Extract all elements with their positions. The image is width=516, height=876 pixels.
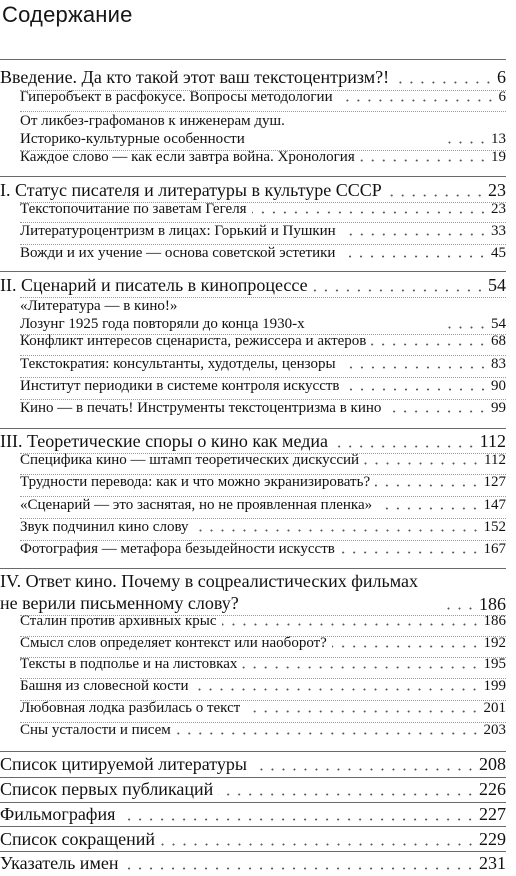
toc-entry-title: Смысл слов определяет контекст или наоборот?: [20, 635, 327, 651]
dot-leader: [313, 282, 485, 292]
dot-leader: [375, 477, 480, 487]
toc-entry-page: 226: [479, 779, 506, 799]
toc-entry-introduction[interactable]: [0, 67, 506, 88]
toc-entry[interactable]: [20, 245, 506, 262]
toc-entry[interactable]: [20, 378, 506, 395]
toc-entry[interactable]: [20, 474, 506, 491]
dot-leader: [445, 134, 488, 144]
toc-entry-title: [0, 571, 440, 614]
section-divider: [0, 59, 506, 60]
toc-entry-page: 90: [491, 378, 506, 394]
toc-entry-page: 201: [483, 700, 506, 716]
toc-entry[interactable]: [20, 223, 506, 240]
dot-leader: [193, 681, 480, 691]
toc-entry[interactable]: [20, 112, 506, 148]
toc-entry-title-line: От ликбез-графоманов к инженерам душ.: [20, 113, 285, 129]
dot-leader: [123, 860, 476, 870]
toc-entry[interactable]: [20, 722, 506, 739]
toc-entry[interactable]: [20, 700, 506, 717]
section-divider: [0, 777, 506, 778]
toc-entry[interactable]: [20, 497, 506, 514]
section-divider: [0, 751, 506, 752]
toc-entry-title: Сталин против архивных крыс: [20, 613, 217, 629]
section-divider: [0, 568, 506, 569]
dot-leader: [194, 522, 481, 532]
toc-entry-title: II. Сценарий и писатель в кинопроцессе: [0, 275, 308, 295]
toc-entry-title: Вожди и их учение — основа советской эстетики: [20, 245, 336, 261]
dot-leader: [338, 92, 496, 102]
toc-entry[interactable]: [20, 400, 506, 417]
section-divider: [0, 428, 506, 429]
toc-entry[interactable]: [20, 201, 506, 218]
toc-entry-abbreviations[interactable]: [0, 829, 506, 850]
toc-entry[interactable]: [20, 333, 506, 350]
toc-entry-title: Трудности перевода: как и что можно экранизировать?: [20, 474, 371, 490]
dot-leader: [360, 152, 488, 162]
toc-entry-title: Звук подчинил кино слову: [20, 519, 189, 535]
toc-entry-page: 147: [483, 497, 506, 513]
toc-entry-title: Введение. Да кто такой этот ваш текстоцентризм?!: [0, 67, 390, 87]
toc-entry-title: Сны усталости и писем: [20, 722, 171, 738]
dot-leader: [445, 319, 488, 329]
toc-entry-bibliography[interactable]: [0, 754, 506, 775]
toc-entry-page: 54: [488, 275, 506, 295]
toc-entry-page: 186: [483, 613, 506, 629]
toc-entry[interactable]: [20, 297, 506, 333]
toc-entry-title: Список первых публикаций: [0, 779, 214, 799]
toc-entry-page: 227: [479, 804, 506, 824]
dot-leader: [242, 659, 480, 669]
toc-entry-page: 33: [491, 223, 506, 239]
toc-entry-title-line: IV. Ответ кино. Почему в соцреалистических фильмах: [0, 571, 418, 591]
dot-leader: [160, 836, 476, 846]
toc-entry-page: 203: [483, 722, 506, 738]
toc-entry-title: «Сценарий — это заснятая, но не проявленная пленка»: [20, 497, 373, 513]
toc-entry-title: Гиперобъект в расфокусе. Вопросы методологии: [20, 89, 333, 105]
toc-entry-page: 186: [479, 593, 506, 614]
toc-entry-page: 99: [491, 400, 506, 416]
dot-leader: [386, 403, 488, 413]
toc-entry-page: 6: [498, 89, 506, 105]
dot-leader: [218, 786, 476, 796]
toc-entry-title: I. Статус писателя и литературы в культуре СССР: [0, 180, 382, 200]
toc-entry-title: Конфликт интересов сценариста, режиссера и актеров: [20, 333, 367, 349]
toc-entry-page: 23: [488, 180, 506, 200]
toc-entry[interactable]: [20, 678, 506, 695]
toc-entry-page: 192: [483, 635, 506, 651]
toc-entry-page: 45: [491, 245, 506, 261]
toc-entry-title-line: Лозунг 1925 года повторяли до конца 1930-х: [20, 316, 305, 332]
toc-entry-page: 127: [483, 474, 506, 490]
toc-entry-page: 229: [479, 829, 506, 849]
dot-leader: [120, 811, 476, 821]
dot-leader: [252, 761, 476, 771]
toc-entry-page: 83: [491, 356, 506, 372]
section-divider: [0, 802, 506, 803]
toc-entry-page: 231: [479, 853, 506, 873]
toc-entry-page: 199: [483, 678, 506, 694]
toc-entry[interactable]: [20, 613, 506, 630]
dot-leader: [394, 74, 494, 84]
toc-entry-chapter-3[interactable]: [0, 431, 506, 452]
toc-entry-title: Текстократия: консультанты, худотделы, цензоры: [20, 356, 336, 372]
toc-entry-page: 167: [483, 541, 506, 557]
toc-entry-title: [20, 297, 440, 333]
toc-entry-title: Кино — в печать! Инструменты текстоцентризма в кино: [20, 400, 382, 416]
dot-leader: [245, 703, 480, 713]
toc-entry[interactable]: [20, 89, 506, 106]
dot-leader: [364, 455, 481, 465]
toc-entry-chapter-1[interactable]: [0, 180, 506, 201]
toc-entry-title-line: Историко-культурные особенности: [20, 131, 245, 147]
toc-entry-title: Фильмография: [0, 804, 116, 824]
toc-entry-title: Любовная лодка разбилась о текст: [20, 700, 241, 716]
toc-entry[interactable]: [20, 519, 506, 536]
toc-entry-title: Список сокращений: [0, 829, 155, 849]
toc-entry[interactable]: [20, 656, 506, 673]
toc-entry[interactable]: [20, 149, 506, 166]
toc-entry-page: 54: [491, 315, 506, 332]
toc-entry[interactable]: [20, 541, 506, 558]
toc-entry[interactable]: [20, 635, 506, 652]
toc-entry-title: [20, 112, 440, 148]
toc-entry-filmography[interactable]: [0, 804, 506, 825]
toc-entry-first-publications[interactable]: [0, 779, 506, 800]
toc-entry-title: Тексты в подполье и на листовках: [20, 656, 238, 672]
toc-entry-title-line: «Литература — в кино!»: [20, 298, 178, 314]
toc-entry-title: Литературоцентризм в лицах: Горький и Пушкин: [20, 223, 336, 239]
toc-entry-title: Специфика кино — штамп теоретических дискуссий: [20, 452, 360, 468]
dot-leader: [345, 381, 489, 391]
dot-leader: [341, 359, 488, 369]
dot-leader: [371, 336, 488, 346]
dot-leader: [222, 616, 481, 626]
section-divider: [0, 826, 506, 827]
toc-entry-page: 195: [483, 656, 506, 672]
dot-leader: [387, 187, 485, 197]
dot-leader: [176, 725, 481, 735]
toc-entry-page: 112: [484, 452, 506, 468]
toc-entry-title: Башня из словесной кости: [20, 678, 189, 694]
toc-entry-page: 23: [491, 201, 506, 217]
toc-entry-name-index[interactable]: [0, 853, 506, 874]
dot-leader: [445, 600, 476, 610]
toc-entry-page: 152: [483, 519, 506, 535]
dot-leader: [333, 438, 477, 448]
toc-entry-title: Текстопочитание по заветам Гегеля: [20, 201, 247, 217]
dot-leader: [341, 226, 488, 236]
toc-entry-chapter-2[interactable]: [0, 275, 506, 296]
toc-entry-title-line: не верили письменному слову?: [0, 592, 239, 613]
toc-entry-page: 13: [491, 130, 506, 147]
toc-entry[interactable]: [20, 452, 506, 469]
toc-entry-title: Фотография — метафора безыдейности искусств: [20, 541, 335, 557]
toc-entry-page: 19: [491, 149, 506, 165]
toc-entry-title: Список цитируемой литературы: [0, 754, 248, 774]
toc-entry-page: 68: [491, 333, 506, 349]
toc-entry-page: 112: [479, 431, 506, 451]
page-title: Содержание: [2, 2, 133, 27]
toc-entry-title: Каждое слово — как если завтра война. Хронология: [20, 149, 355, 165]
toc-entry[interactable]: [20, 356, 506, 373]
section-divider: [0, 851, 506, 852]
section-divider: [0, 176, 506, 177]
section-divider: [0, 271, 506, 272]
dot-leader: [340, 248, 488, 258]
dot-leader: [340, 544, 481, 554]
dot-leader: [252, 204, 488, 214]
toc-entry-page: 6: [497, 67, 506, 87]
toc-entry-title: Институт периодики в системе контроля искусств: [20, 378, 340, 394]
toc-entry-title: Указатель имен: [0, 853, 119, 873]
dot-leader: [377, 500, 480, 510]
dot-leader: [332, 638, 481, 648]
toc-entry-page: 208: [479, 754, 506, 774]
toc-entry-title: III. Теоретические споры о кино как медиа: [0, 431, 328, 451]
toc-entry-chapter-4[interactable]: [0, 571, 506, 614]
